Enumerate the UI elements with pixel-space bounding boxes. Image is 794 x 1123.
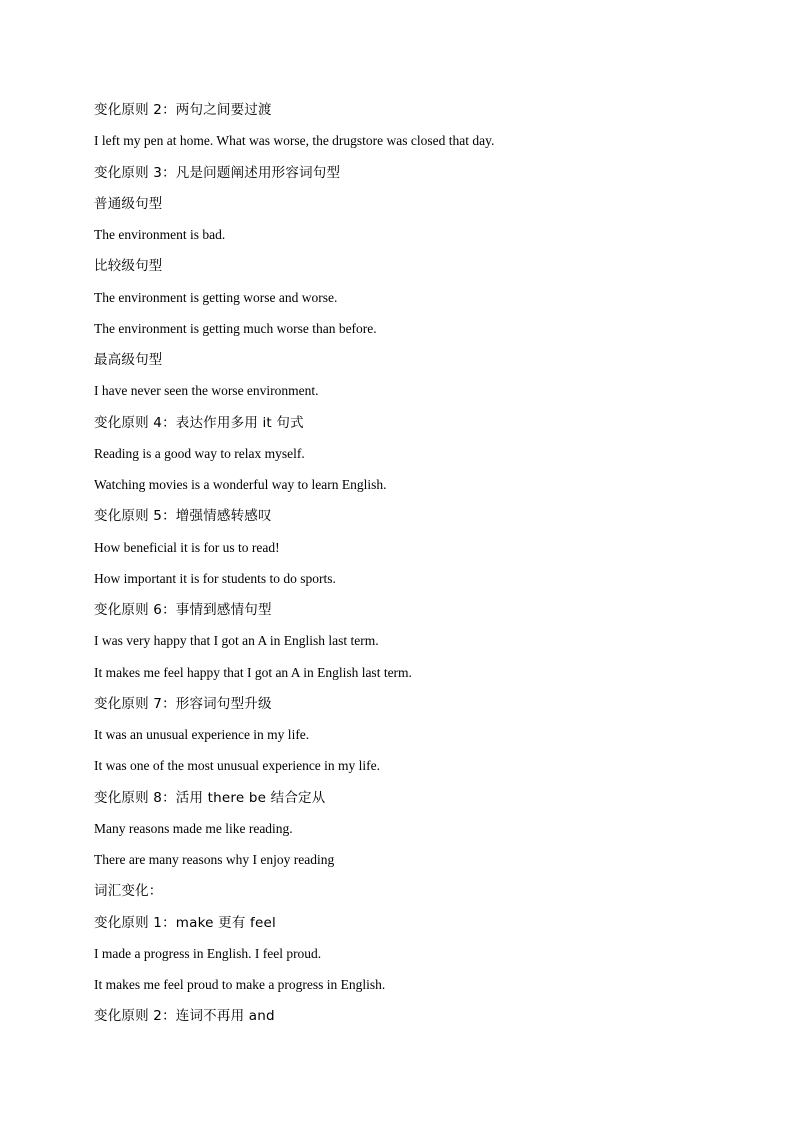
example-sentence: I left my pen at home. What was worse, the drugstore was closed that day. — [94, 133, 495, 149]
heading-principle-5-exclamation: 变化原则 5：增强情感转感叹 — [94, 508, 272, 525]
heading-vocab-principle-2-conjunction: 变化原则 2：连词不再用 and — [94, 1008, 275, 1025]
example-sentence: The environment is bad. — [94, 227, 226, 242]
heading-principle-7-upgrade: 变化原则 7：形容词句型升级 — [94, 695, 272, 712]
example-sentence: The environment is getting much worse than before. — [94, 320, 377, 336]
heading-principle-3-adjective: 变化原则 3：凡是问题阐述用形容词句型 — [94, 164, 341, 181]
example-sentence: How important it is for students to do sports. — [94, 570, 336, 586]
example-sentence: It was one of the most unusual experience in my life. — [94, 758, 381, 774]
example-sentence: It makes me feel proud to make a progress in English. — [94, 977, 386, 992]
heading-vocab-principle-1-make: 变化原则 1：make 更有 feel — [94, 914, 276, 931]
heading-principle-6-emotion: 变化原则 6：事情到感情句型 — [94, 602, 272, 618]
example-sentence: It makes me feel happy that I got an A in English last term. — [94, 664, 412, 680]
section-heading-vocabulary: 词汇变化： — [94, 883, 163, 900]
example-sentence: I have never seen the worse environment. — [94, 383, 319, 399]
example-sentence: The environment is getting worse and worse. — [94, 289, 338, 305]
example-sentence: I made a progress in English. I feel proud. — [94, 945, 322, 961]
example-sentence: How beneficial it is for us to read! — [94, 539, 280, 555]
subheading-positive-degree: 普通级句型 — [94, 195, 163, 212]
example-sentence: There are many reasons why I enjoy reading — [94, 852, 335, 867]
subheading-comparative-degree: 比较级句型 — [94, 258, 163, 275]
example-sentence: Many reasons made me like reading. — [94, 820, 293, 836]
heading-principle-4-it-pattern: 变化原则 4：表达作用多用 it 句式 — [94, 414, 304, 431]
heading-principle-2-transition: 变化原则 2：两句之间要过渡 — [94, 102, 272, 118]
example-sentence: I was very happy that I got an A in English last term. — [94, 633, 379, 649]
example-sentence: Watching movies is a wonderful way to learn English. — [94, 477, 387, 492]
example-sentence: It was an unusual experience in my life. — [94, 727, 310, 742]
document-body — [94, 99, 734, 1037]
subheading-superlative-degree: 最高级句型 — [94, 352, 163, 368]
example-sentence: Reading is a good way to relax myself. — [94, 445, 305, 461]
heading-principle-8-there-be: 变化原则 8：活用 there be 结合定从 — [94, 789, 326, 806]
